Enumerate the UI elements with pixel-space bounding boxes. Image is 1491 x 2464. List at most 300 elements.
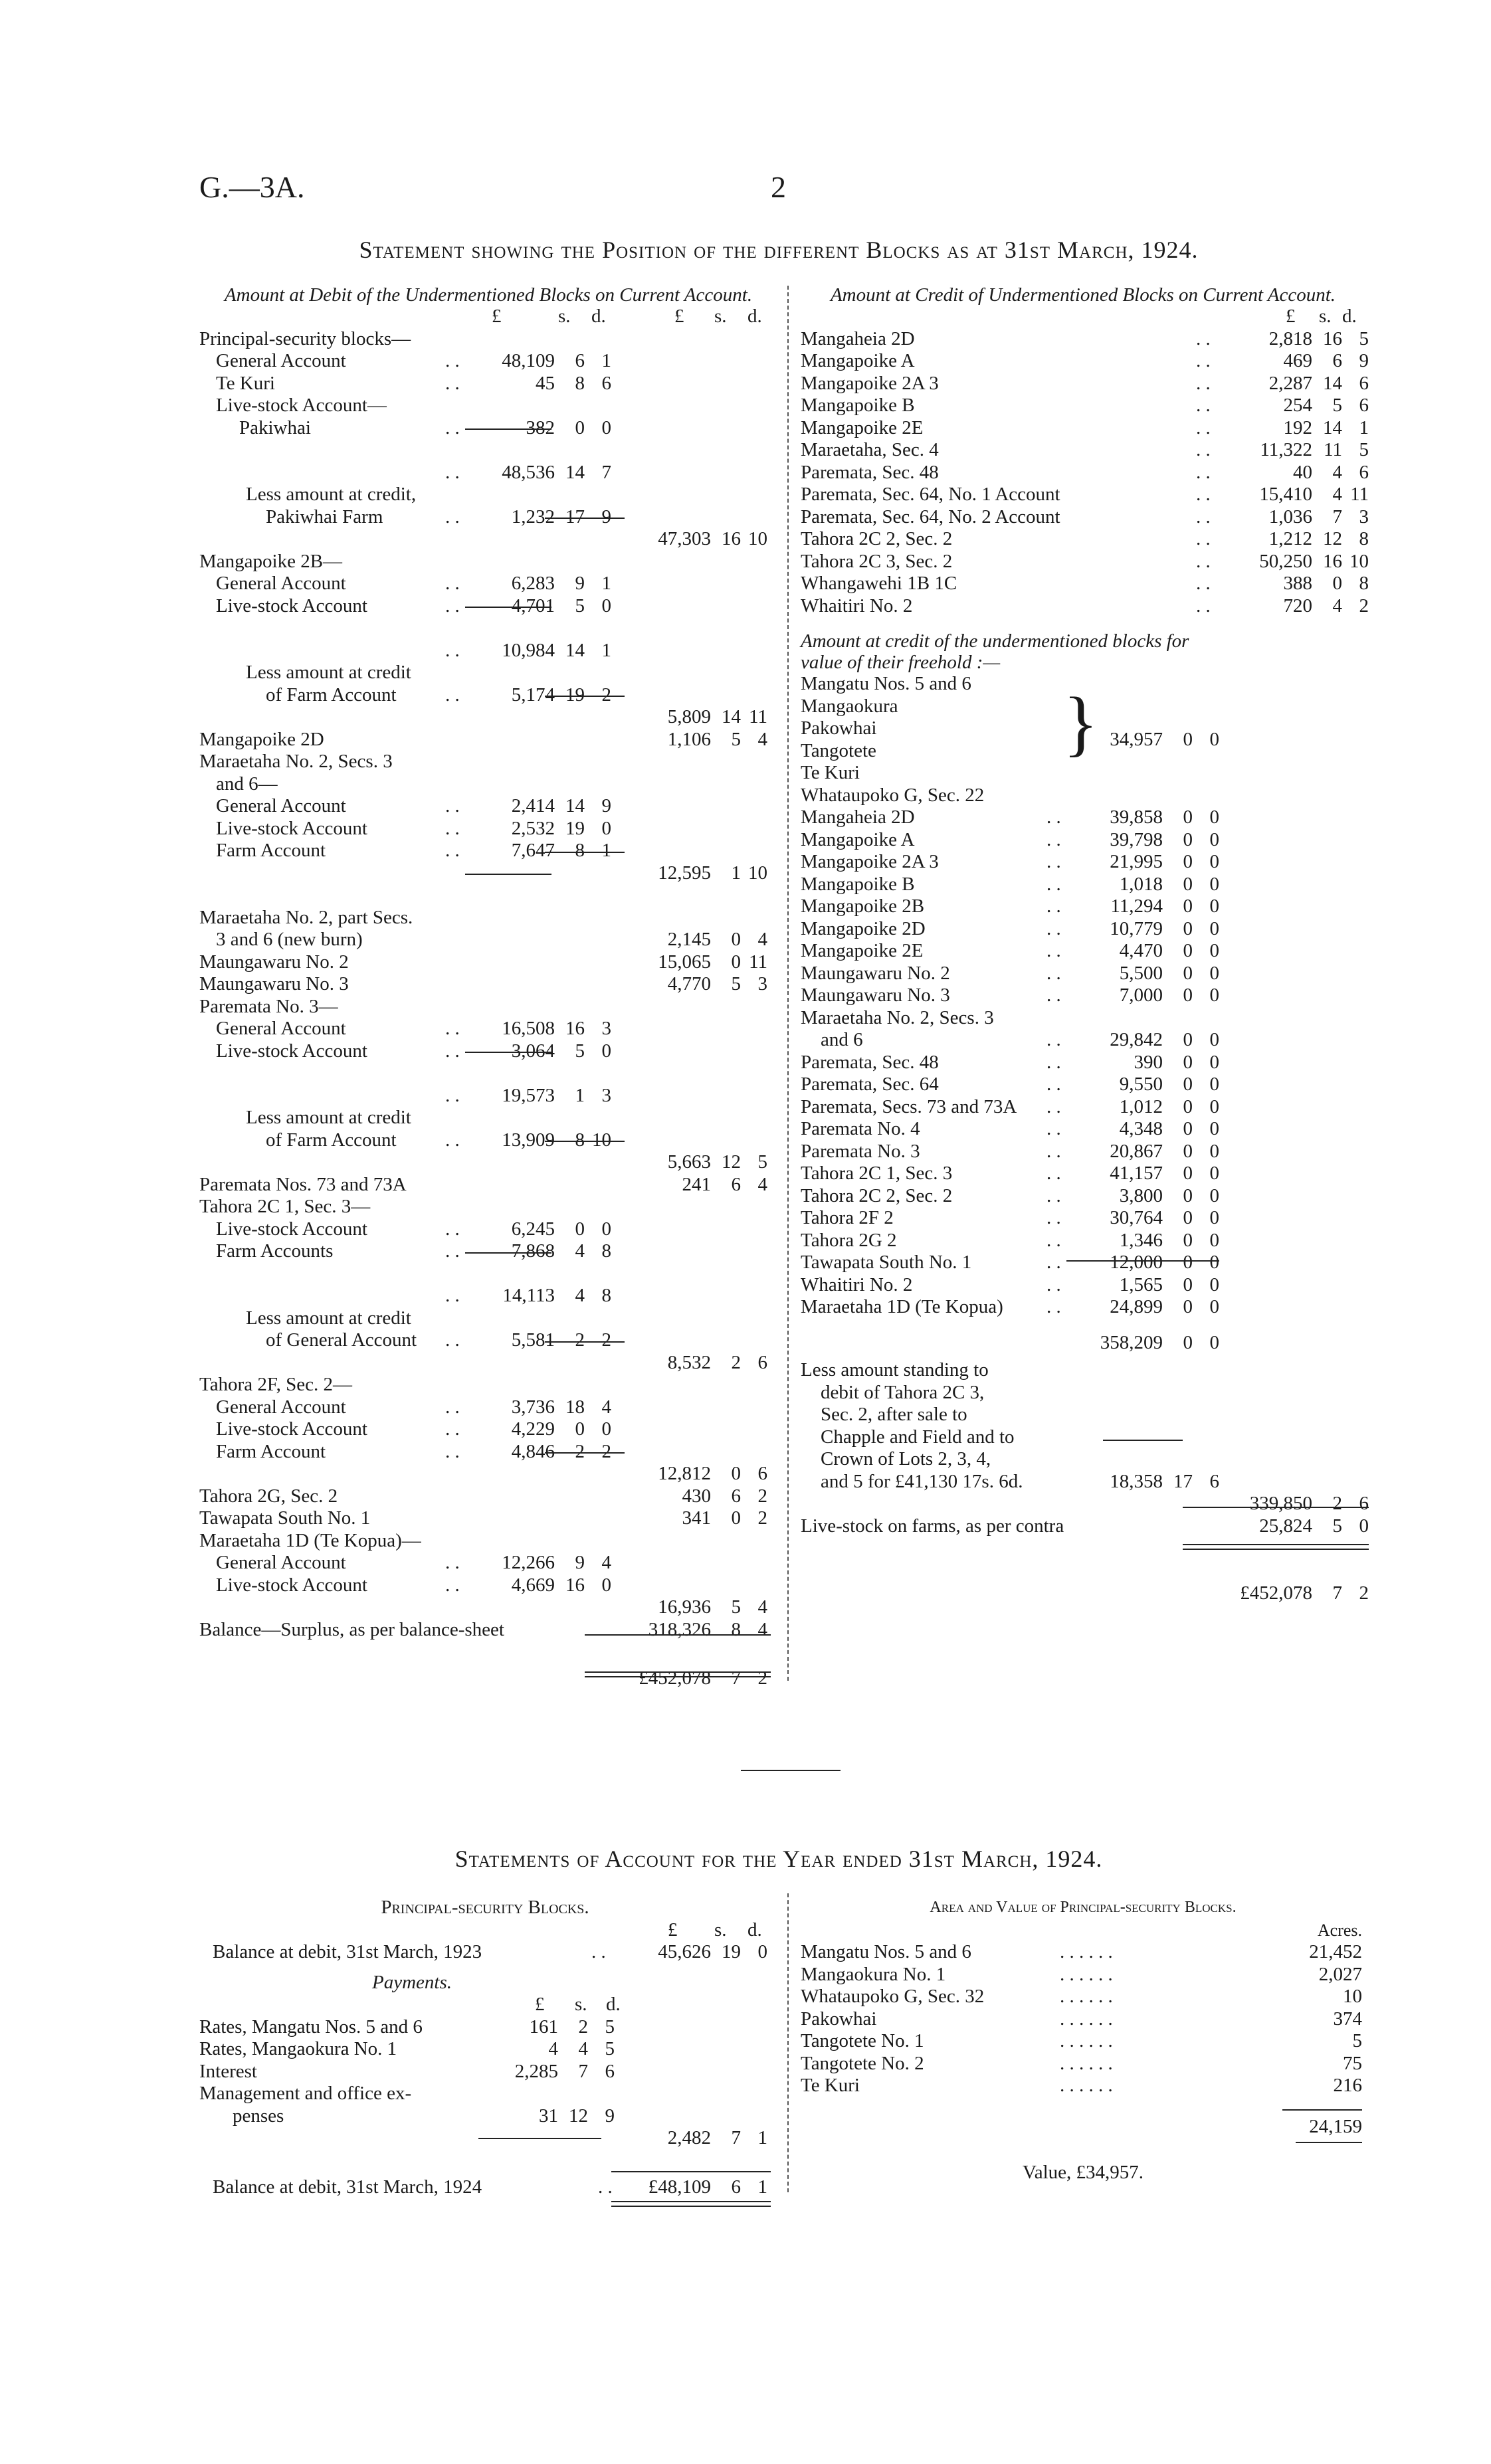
sub-pence: 1 [601,573,611,594]
account-heading [199,1897,777,1919]
sub-shillings: 0 [1183,1185,1193,1206]
sub-shillings: 5 [575,595,585,616]
leader-dots: . . [445,350,460,371]
sub-shillings: 0 [1183,1207,1193,1228]
leader-dots: . . [1196,528,1211,549]
shillings: 16 [1323,550,1342,572]
payment-line [199,2038,777,2061]
pounds: 4,770 [667,973,711,995]
shillings: 0 [1332,573,1342,594]
brace-shillings: 0 [1183,729,1193,750]
less-line [801,1382,1365,1404]
freehold-line [801,829,1365,852]
line-label: Mangapoike A [801,828,915,850]
line-label: Whaitiri No. 2 [801,1274,913,1295]
line-label: Mangaheia 2D [801,806,915,828]
sub-pounds: 382 [526,417,555,438]
line-label: Tahora 2G 2 [801,1229,897,1251]
shillings: 0 [731,929,741,950]
line-label: Less amount standing to [801,1359,989,1380]
payment-line [199,2061,777,2083]
sub-shillings: 0 [1183,851,1193,872]
line-label: Tahora 2C 2, Sec. 2 [801,528,953,549]
freehold-line [801,896,1365,918]
leader-dots: . . [1046,873,1061,895]
area-line [801,2008,1365,2031]
ledger-line [199,929,777,951]
less-pence: 6 [1209,1470,1219,1492]
line-label: Pakowhai [801,717,877,739]
pay-pounds: 31 [539,2105,558,2127]
sub-pence: 8 [601,1240,611,1262]
line-label: Maungawaru No. 3 [199,973,349,995]
sub-pounds: 4,348 [1119,1118,1163,1139]
pence: 4 [757,728,767,750]
leader-dots: . . [445,795,460,816]
less-pounds: 18,358 [1110,1470,1163,1492]
sub-pence: 0 [601,1040,611,1062]
sub-pounds: 39,798 [1110,828,1163,850]
ledger-line [801,328,1369,351]
line-label: and 6 [821,1029,863,1050]
pay-pounds: 161 [529,2016,558,2038]
pounds: 241 [682,1173,711,1195]
pounds: 5,809 [667,706,711,727]
ledger-line [199,484,777,506]
line-label: penses [233,2105,284,2127]
sub-shillings: 8 [575,840,585,861]
line-label: of General Account [266,1329,417,1351]
leader-dots: . . [445,817,460,839]
livestock-shillings: 5 [1332,1515,1342,1537]
freehold-line [801,1230,1365,1252]
sub-pence: 0 [1209,1029,1219,1050]
ledger-line [199,528,777,551]
pounds: 8,532 [667,1351,711,1373]
sum-rule [465,874,551,875]
pounds: 2,818 [1268,328,1312,349]
sub-shillings: 16 [565,1018,585,1039]
sum-rule [465,428,551,430]
ledger-line [801,350,1369,373]
unit-header [199,1994,777,2016]
pence: 8 [1359,573,1369,594]
sub-pounds: 4,669 [511,1574,555,1596]
leader-dots: . . [1046,851,1061,872]
line-label: Live-stock Account [216,1218,367,1240]
line-label: Rates, Mangatu Nos. 5 and 6 [199,2016,423,2038]
statement2-title: Statements of Account for the Year ended 31st March, 1924. [454,1846,1103,1872]
line-label: and 5 for £41,130 17s. 6d. [821,1470,1023,1492]
less-line [801,1426,1365,1449]
pounds: 192 [1283,417,1312,438]
shillings: 1 [731,862,741,884]
opening-label: Balance at debit, 31st March, 1923 [213,1941,482,1962]
line-label: Paremata No. 4 [801,1118,920,1139]
line-label: Tawapata South No. 1 [801,1252,972,1273]
sub-pounds: 1,346 [1119,1229,1163,1251]
pence: 10 [1349,550,1369,572]
sub-pounds: 1,232 [511,506,555,527]
leader-dots: . . [445,372,460,394]
line-label: Live-stock Account [216,1418,367,1440]
sub-shillings: 0 [1183,1140,1193,1162]
line-label: Farm Account [216,840,326,861]
line-label: Principal-security blocks— [199,328,411,349]
shillings: 5 [731,973,741,995]
sub-shillings: 0 [1183,1229,1193,1251]
credit-column [801,284,1369,1605]
pounds: 16,936 [658,1596,711,1618]
shillings: 5 [731,728,741,750]
ledger-line [199,729,777,751]
pounds: 50,250 [1259,550,1312,572]
sum-rule [1282,2109,1362,2111]
credit-total [801,1582,1369,1605]
leader-dots: . . [445,1329,460,1351]
sub-pounds: 1,565 [1119,1274,1163,1295]
sum-rule [465,1252,551,1254]
line-label: and 6— [216,773,278,795]
area-line [801,1986,1365,2008]
leader-dots: . . [445,1040,460,1062]
unit-header [199,306,777,328]
leader-dots: . . [445,684,460,706]
freehold-caption: Amount at credit of the undermentioned blocks for value of their freehold :— [801,630,1189,673]
sub-pence: 0 [1209,940,1219,961]
closing-pence: 1 [757,2176,767,2198]
sub-pounds: 5,500 [1119,962,1163,984]
line-label: of Farm Account [266,684,397,706]
total-pounds: £452,078 [639,1667,711,1689]
line-label: General Account [216,350,346,371]
leader-dots: . . [445,1552,460,1573]
line-label: Less amount at credit [246,1107,411,1128]
sub-pounds: 20,867 [1110,1140,1163,1162]
pounds: 388 [1283,573,1312,594]
line-label: Mangaokura No. 1 [801,1963,946,1985]
pounds: 15,410 [1259,484,1312,505]
leader-dots: . . [445,639,460,661]
sub-pounds: 2,414 [511,795,555,816]
sub-shillings: 19 [565,684,585,706]
sub-pounds: 41,157 [1110,1163,1163,1184]
area-lines [801,1941,1365,2097]
sub-pounds: 6,245 [511,1218,555,1240]
sub-pounds: 4,701 [511,595,555,616]
livestock-line [801,1515,1369,1538]
shillings: 4 [1332,461,1342,483]
leader-dots: . . [445,1285,460,1306]
shillings: 14 [722,706,741,727]
sub-pence: 0 [601,595,611,616]
sub-pence: 1 [601,350,611,371]
leader-dots: . . [1046,1140,1061,1162]
sub-pounds: 1,012 [1119,1095,1163,1117]
line-label: Whataupoko G, Sec. 32 [801,1986,985,2007]
net-pounds: 339,850 [1249,1493,1312,1514]
sub-shillings: 0 [1183,1051,1193,1073]
shillings: 8 [731,1618,741,1640]
pence: 4 [757,1596,767,1618]
line-label: General Account [216,1018,346,1039]
leader-dots: . . [445,1440,460,1462]
ledger-line [199,395,777,417]
pence: 11 [749,706,767,727]
line-label: General Account [216,1396,346,1418]
area-heading-text: Area and Value of Principal-security Blocks. [930,1899,1237,1916]
pence: 6 [1359,372,1369,394]
ledger-line [199,1218,777,1241]
sub-shillings: 0 [1183,1252,1193,1273]
line-label: Sec. 2, after sale to [821,1404,967,1425]
unit-pence: d. [747,1919,762,1941]
sub-pence: 2 [601,1329,611,1351]
ledger-line [199,840,777,862]
sub-shillings: 0 [1183,940,1193,961]
sub-pence: 9 [601,795,611,816]
sub-pounds: 2,532 [511,817,555,839]
ledger-line [199,1307,777,1330]
line-label: Paremata, Secs. 73 and 73A [801,1095,1017,1117]
sub-shillings: 8 [575,372,585,394]
shillings: 14 [1323,417,1342,438]
unit-pence: d. [591,306,606,327]
ledger-line [199,373,777,395]
line-label: Less amount at credit, [246,484,417,505]
line-label: Maraetaha No. 2, part Secs. [199,906,413,928]
brace-item [801,762,1365,785]
ledger-line [199,1507,777,1530]
payment-line [199,2105,777,2128]
line-label: Mangapoike 2B— [199,550,343,572]
less-line [801,1404,1365,1426]
shillings: 11 [1324,439,1342,460]
ledger-line [199,1174,777,1196]
sub-shillings: 0 [1183,1296,1193,1317]
sub-pounds: 45 [536,372,555,394]
sub-pounds: 7,000 [1119,985,1163,1006]
ledger-line [199,640,777,662]
line-label: Maraetaha No. 2, Secs. 3 [199,751,393,772]
leader-dots: . . [1046,917,1061,939]
ledger-line [199,573,777,595]
unit-pound: £ [535,1994,545,2015]
total-pence: 2 [757,1667,767,1689]
heading-text: Principal-security Blocks. [381,1897,589,1918]
livestock-pounds: 25,824 [1259,1515,1312,1537]
area-line [801,1964,1365,1986]
column-divider [787,1893,789,2192]
ledger-line [801,439,1369,462]
freehold-line [801,963,1365,985]
line-label: Maraetaha, Sec. 4 [801,439,939,460]
sub-pence: 0 [601,817,611,839]
line-label: Mangaheia 2D [801,328,915,349]
pounds: 1,106 [667,728,711,750]
ledger-line [199,884,777,907]
sub-pence: 0 [1209,962,1219,984]
area-total-value: 24,159 [1309,2115,1362,2137]
leader-dots: . . [1046,985,1061,1006]
brace-item [801,785,1365,807]
sub-pence: 0 [1209,1140,1219,1162]
line-label: Mangapoike 2D [199,728,324,750]
sub-pence: 4 [601,1552,611,1573]
freehold-line [801,1252,1365,1274]
freehold-total-shillings: 0 [1183,1331,1193,1353]
sub-shillings: 18 [565,1396,585,1418]
unit-shilling: s. [575,1994,587,2015]
sub-pence: 0 [1209,1229,1219,1251]
freehold-line [801,1052,1365,1074]
ledger-line [199,1107,777,1129]
leader-dots: . . [445,506,460,527]
less-shillings: 17 [1173,1470,1193,1492]
line-label: Tahora 2F 2 [801,1207,894,1228]
closing-shillings: 6 [731,2176,741,2198]
line-label: Pakowhai [801,2008,877,2030]
sub-pounds: 4,470 [1119,940,1163,961]
sub-pence: 0 [601,1218,611,1240]
line-label: Live-stock Account— [216,395,387,416]
unit-shilling: s. [1319,306,1332,327]
sub-pounds: 12,000 [1110,1252,1163,1273]
sub-shillings: 0 [1183,1163,1193,1184]
pence: 3 [757,973,767,995]
line-label: Te Kuri [801,762,860,783]
ledger-line [199,1196,777,1218]
closing-label: Balance at debit, 31st March, 1924 [213,2176,482,2198]
total-shillings: 7 [731,1667,741,1689]
opening-pounds: 45,626 [658,1941,711,1962]
sub-shillings: 4 [575,1240,585,1262]
sum-rule [1066,1260,1219,1262]
leader-dots: . . [1196,372,1211,394]
pay-pence: 5 [605,2016,615,2038]
sub-shillings: 2 [575,1329,585,1351]
leader-dots: . . [1046,1252,1061,1273]
closing-pounds: £48,109 [648,2176,711,2198]
pounds: 5,663 [667,1151,711,1173]
leader-dots: . . [445,1084,460,1106]
sub-pounds: 13,909 [502,1129,555,1151]
ledger-line [801,528,1369,551]
leader-dots: . . [591,1941,606,1962]
total-pence: 2 [1359,1582,1369,1604]
sub-shillings: 0 [1183,1095,1193,1117]
shillings: 7 [1332,506,1342,527]
sub-shillings: 6 [575,350,585,371]
leader-dots: . . [445,573,460,594]
sub-shillings: 0 [575,417,585,438]
pounds: 469 [1283,350,1312,371]
sub-pence: 0 [601,417,611,438]
line-label: Tangotete [801,739,876,761]
sum-rule [611,2171,771,2172]
pence: 6 [1359,461,1369,483]
unit-header [199,1919,777,1942]
freehold-line [801,1141,1365,1163]
sub-shillings: 0 [1183,1074,1193,1095]
shillings: 6 [731,1485,741,1507]
leader-dots: . . [1196,439,1211,460]
sub-pounds: 48,109 [502,350,555,371]
double-rule [1183,1544,1369,1550]
pence: 11 [749,951,767,973]
area-total [801,2116,1365,2138]
line-label: Tahora 2C 3, Sec. 2 [801,550,953,572]
leader-dots: . . [1046,1051,1061,1073]
line-label: Paremata No. 3 [801,1140,920,1162]
sub-pounds: 1,018 [1119,873,1163,895]
area-line [801,1941,1365,1964]
leader-dots: . . [445,417,460,438]
pounds: 254 [1283,395,1312,416]
leader-dots: . . [1196,595,1211,616]
ledger-line [801,484,1369,506]
freehold-line [801,985,1365,1007]
pay-shillings: 2 [578,2016,588,2038]
unit-pound: £ [674,306,684,327]
shillings: 5 [731,1596,741,1618]
pence: 5 [1359,439,1369,460]
leader-dots: . . [1196,573,1211,594]
sub-pence: 0 [1209,1296,1219,1317]
column-divider [787,286,789,1681]
line-label: Mangapoike 2E [801,940,924,961]
line-label: Balance—Surplus, as per balance-sheet [199,1618,504,1640]
sum-rule [465,1052,551,1053]
shillings: 4 [1332,484,1342,505]
leader-dots: . . . . . . [1060,1986,1113,2007]
line-label: Live-stock Account [216,595,367,616]
sub-shillings: 8 [575,1129,585,1151]
leader-dots: . . [1196,328,1211,349]
sum-rule [1183,1507,1369,1508]
unit-pound: £ [492,306,502,327]
leader-dots: . . [1046,1229,1061,1251]
opening-balance [199,1941,777,1964]
ledger-line [199,818,777,840]
ledger-line [199,1285,777,1307]
line-label: Mangapoike 2A 3 [801,372,939,394]
line-label: Mangapoike 2D [801,917,926,939]
sub-shillings: 0 [1183,873,1193,895]
ledger-line [199,1129,777,1152]
unit-header [801,1919,1365,1942]
line-label: Management and office ex- [199,2083,412,2104]
ledger-line [801,550,1369,573]
line-label: Less amount at credit [246,1307,411,1329]
ledger-line [199,1396,777,1419]
pay-shillings: 7 [578,2060,588,2082]
sub-pounds: 4,846 [511,1440,555,1462]
line-label: Tangotete No. 2 [801,2052,924,2074]
shillings: 12 [722,1151,741,1173]
leader-dots: . . [445,1018,460,1039]
sum-rule [1103,1440,1183,1441]
freehold-total-pence: 0 [1209,1331,1219,1353]
ledger-line [199,996,777,1018]
sum-rule [545,518,625,519]
line-label: Mangatu Nos. 5 and 6 [801,1941,971,1962]
section-separator [741,1770,841,1771]
opening-pence: 0 [757,1941,767,1962]
pounds: 2,287 [1268,372,1312,394]
payments-heading-text: Payments. [372,1971,452,1993]
sum-rule [585,1634,771,1636]
